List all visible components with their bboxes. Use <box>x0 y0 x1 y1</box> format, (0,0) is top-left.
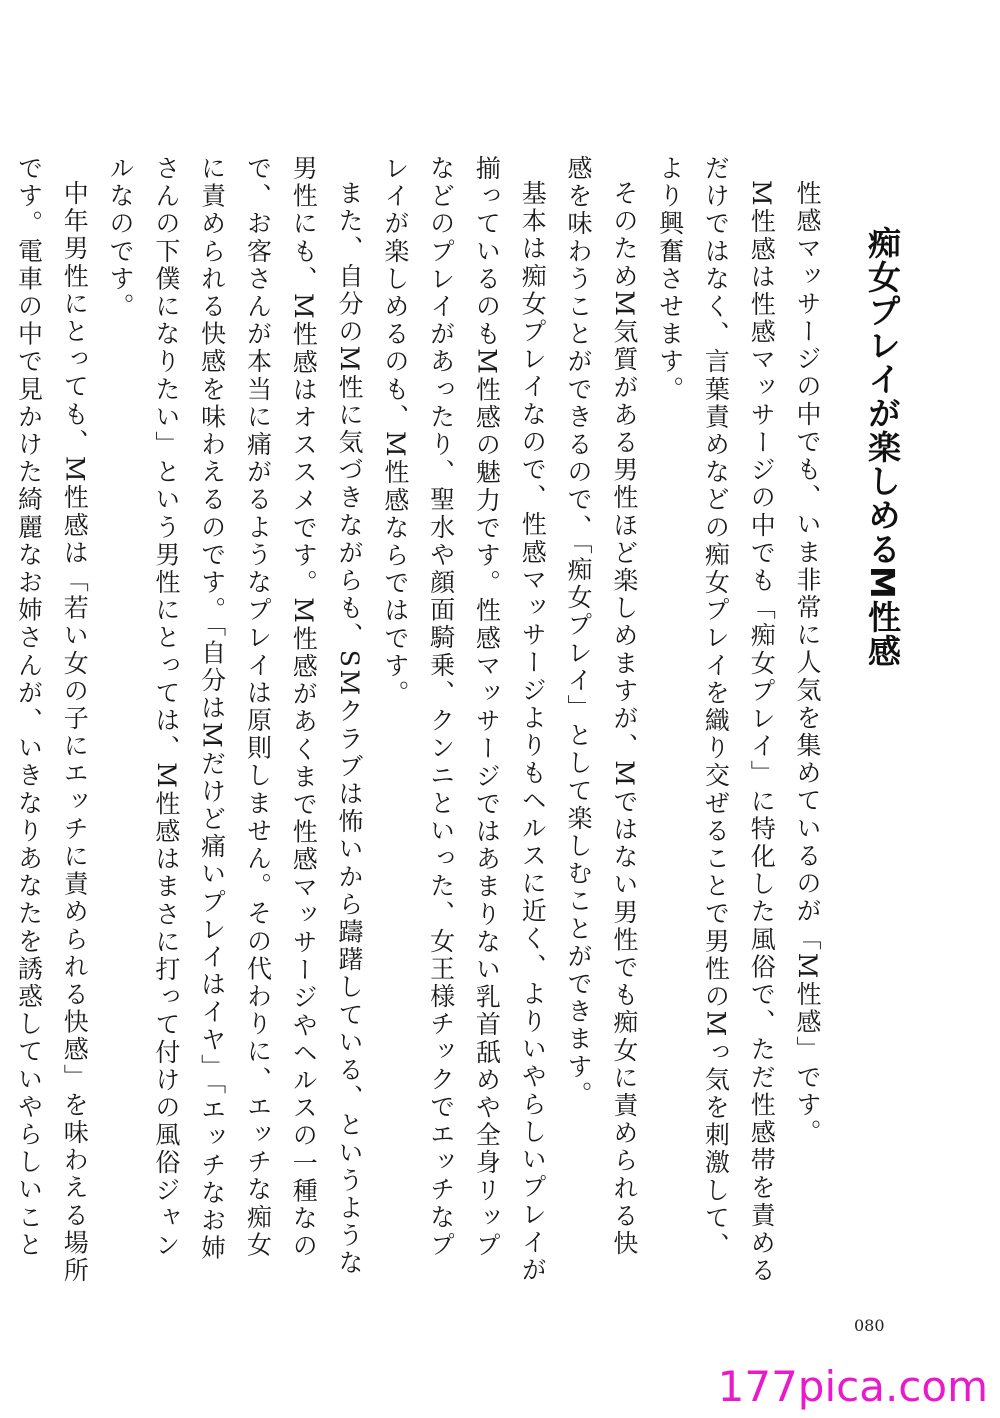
paragraph: M性感は性感マッサージの中でも「痴女プレイ」に特化した風俗で、ただ性感帯を責めるだけではなく、言葉責めなどの痴女プレイを織り交ぜることで男性のMっ気を刺激して、より興奮させます。 <box>655 155 777 1285</box>
body-text <box>14 155 830 1285</box>
paragraph: 性感マッサージの中でも、いま非常に人気を集めているのが「M性感」です。 <box>793 180 822 1147</box>
paragraph: また、自分のM性に気づきながらも、SMクラブは怖いから躊躇している、というような男性にも、M性感はオススメです。M性感があくまで性感マッサージやヘルスの一種なので、お客さんが本当に痛がるようなプレイは原則しません。その代わりに、エッチな痴女に責められる快感を味わえるのです。「自分はMだけど痛いプレイはイヤ」「エッチなお姉さんの下僕になりたい」という男性にとっては、M性感はまさに打って付けの風俗ジャンルなのです。 <box>106 155 365 1278</box>
page-number: 080 <box>854 1316 885 1335</box>
paragraph: 中年男性にとっても、M性感は「若い女の子にエッチに責められる快感」を味わえる場所です。電車の中で見かけた綺麗なお姉さんが、いきなりあなたを誘惑していやらしいこと <box>14 155 90 1285</box>
paragraph: 基本は痴女プレイなので、性感マッサージよりもヘルスに近く、よりいやらしいプレイが揃っているのもM性感の魅力です。性感マッサージではあまりない乳首舐めや全身リップなどのプレイがあったり、聖水や顔面騎乗、クンニといった、女王様チックでエッチなプレイが楽しめるのも、M性感ならではです。 <box>380 155 548 1284</box>
paragraph: そのためM気質がある男性ほど楽しめますが、Mではない男性でも痴女に責められる快感を味わうことができるので、「痴女プレイ」として楽しむことができます。 <box>564 155 639 1258</box>
watermark: 177pica.com <box>717 1362 988 1411</box>
section-heading: 痴女プレイが楽しめるM性感 <box>863 226 902 668</box>
